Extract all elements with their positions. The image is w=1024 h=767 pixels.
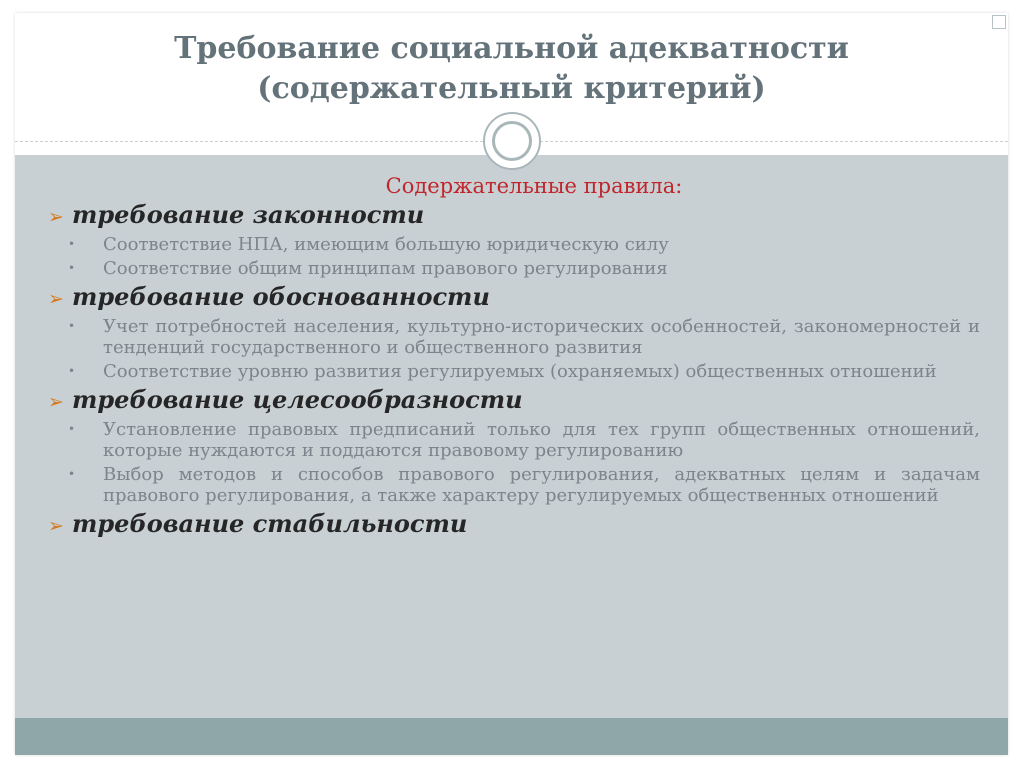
arrow-bullet-icon: ➢ [48, 515, 64, 537]
requirement-title: требование стабильности [72, 509, 468, 538]
list-item [48, 361, 980, 382]
slide-content [48, 172, 980, 541]
bullet-icon: • [68, 261, 76, 275]
list-item-text: Соответствие уровню развития регулируемых (охраняемых) общественных отношений [103, 361, 937, 382]
circle-ornament-icon [483, 112, 541, 170]
list-item-text: Учет потребностей населения, культурно-исторических особенностей, закономерностей и тенденций государственного и общественного развития [103, 316, 980, 358]
list-item-text: Выбор методов и способов правового регулирования, адекватных целям и задачам правового регулирования, а также характеру регулируемых общественных отношений [103, 464, 980, 506]
slide-title [15, 13, 1008, 109]
subtitle: Содержательные правила: [385, 174, 683, 198]
bullet-icon: • [68, 319, 76, 333]
list-item-text: Соответствие общим принципам правового регулирования [103, 258, 668, 279]
bullet-icon: • [68, 364, 76, 378]
list-item-text: Соответствие НПА, имеющим большую юридическую силу [103, 234, 669, 255]
title-line-2: (содержательный критерий) [257, 71, 766, 106]
requirement-title: требование законности [72, 200, 425, 229]
bullet-icon: • [68, 237, 76, 251]
list-item [48, 316, 980, 358]
list-item-text: Установление правовых предписаний только для тех групп общественных отношений, которые нуждаются и поддаются правовому регулированию [103, 419, 980, 461]
arrow-bullet-icon: ➢ [48, 391, 64, 413]
requirement-title: требование обоснованности [72, 282, 490, 311]
requirement-title: требование целесообразности [72, 385, 523, 414]
list-item [48, 234, 980, 255]
arrow-bullet-icon: ➢ [48, 288, 64, 310]
bullet-icon: • [68, 422, 76, 436]
requirement-heading [48, 385, 980, 417]
requirement-heading [48, 509, 980, 541]
footer-bar [15, 718, 1008, 755]
list-item [48, 419, 980, 461]
requirement-heading [48, 282, 980, 314]
title-line-1: Требование социальной адекватности [174, 31, 849, 66]
list-item [48, 258, 980, 279]
list-item [48, 464, 980, 506]
bullet-icon: • [68, 467, 76, 481]
arrow-bullet-icon: ➢ [48, 206, 64, 228]
requirement-heading [48, 200, 980, 232]
